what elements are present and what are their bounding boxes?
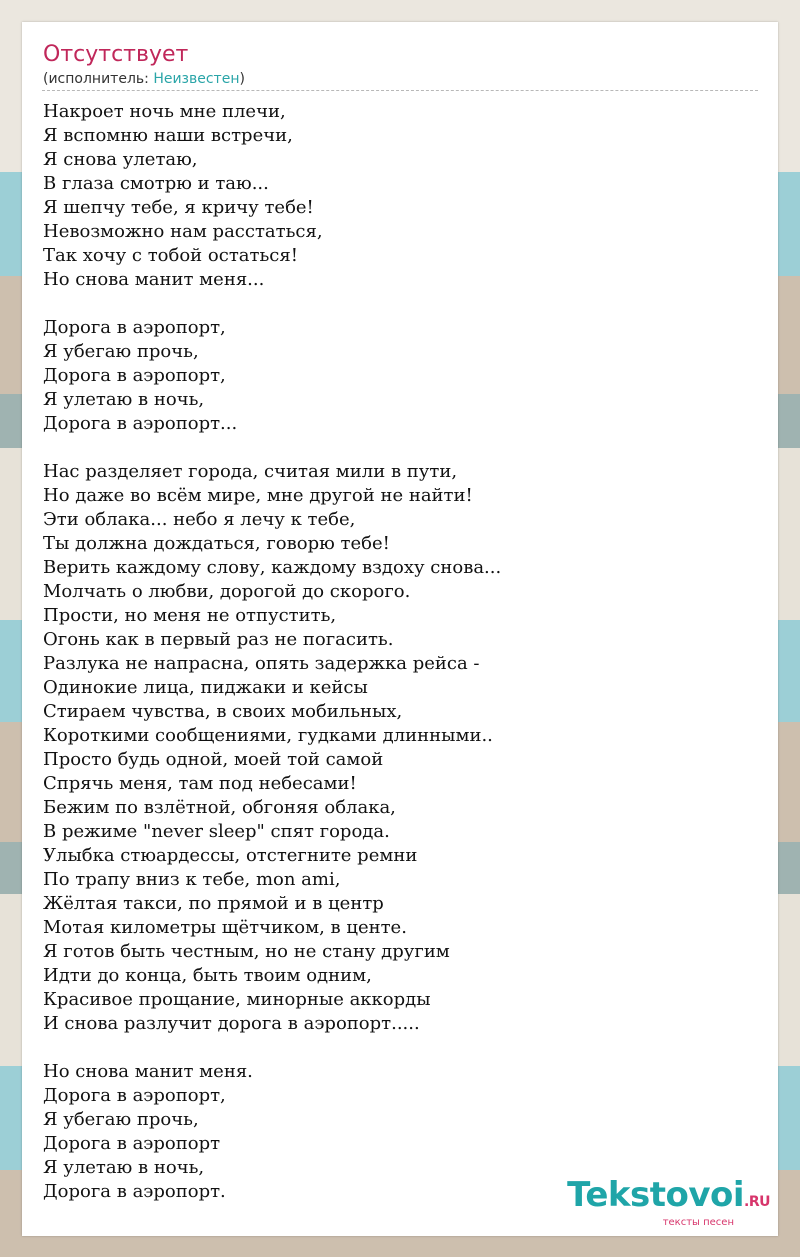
artist-link[interactable]: Неизвестен <box>153 71 240 87</box>
logo-name: Tekstovoi <box>567 1175 745 1215</box>
lyrics-text: Накроет ночь мне плечи, Я вспомню наши встречи, Я снова улетаю, В глаза смотрю и таю... Я шепчу тебе, я кричу тебе! Невозможно нам расстаться, Так хочу с тобой остаться! Но снова манит меня... Дорога в аэропорт, Я убегаю прочь, Дорога в аэропорт, Я улетаю в ночь, Дорога в аэропорт... Нас разделяет города, считая мили в пути, Но даже во всём мире, мне другой не найти! Эти облака... небо я лечу к тебе, Ты должна дождаться, говорю тебе! Верить каждому слову, каждому вздоху снова... Молчать о любви, дорогой до скорого. Прости, но меня не отпустить, Огонь как в первый раз не погасить. Разлука не напрасна, опять задержка рейса - Одинокие лица, пиджаки и кейсы Стираем чувства, в своих мобильных, Короткими сообщениями, гудками длинными.. Просто будь одной, моей той самой Спрячь меня, там под небесами! Бежим по взлётной, обгоняя облака, В режиме "never sleep" спят города. Улыбка стюардессы, отстегните ремни По трапу вниз к тебе, mon ami, Жёлтая такси, по прямой и в центр Мотая километры щётчиком, в центе. Я готов быть честным, но не стану другим Идти до конца, быть твоим одним, Красивое прощание, минорные аккорды И снова разлучит дорога в аэропорт..... Но снова манит меня. Дорога в аэропорт, Я убегаю прочь, Дорога в аэропорт Я улетаю в ночь, Дорога в аэропорт. <box>43 101 502 1202</box>
song-title: Отсутствует <box>43 42 189 67</box>
artist-line <box>43 71 245 87</box>
divider <box>42 90 758 91</box>
logo-tagline: тексты песен <box>662 1217 734 1228</box>
logo-tld: .RU <box>744 1194 770 1210</box>
lyrics-card <box>22 22 778 1236</box>
logo-wordmark <box>567 1175 770 1219</box>
artist-suffix: ) <box>239 71 245 87</box>
artist-prefix: (исполнитель: <box>43 71 154 87</box>
site-logo[interactable] <box>567 1175 770 1228</box>
